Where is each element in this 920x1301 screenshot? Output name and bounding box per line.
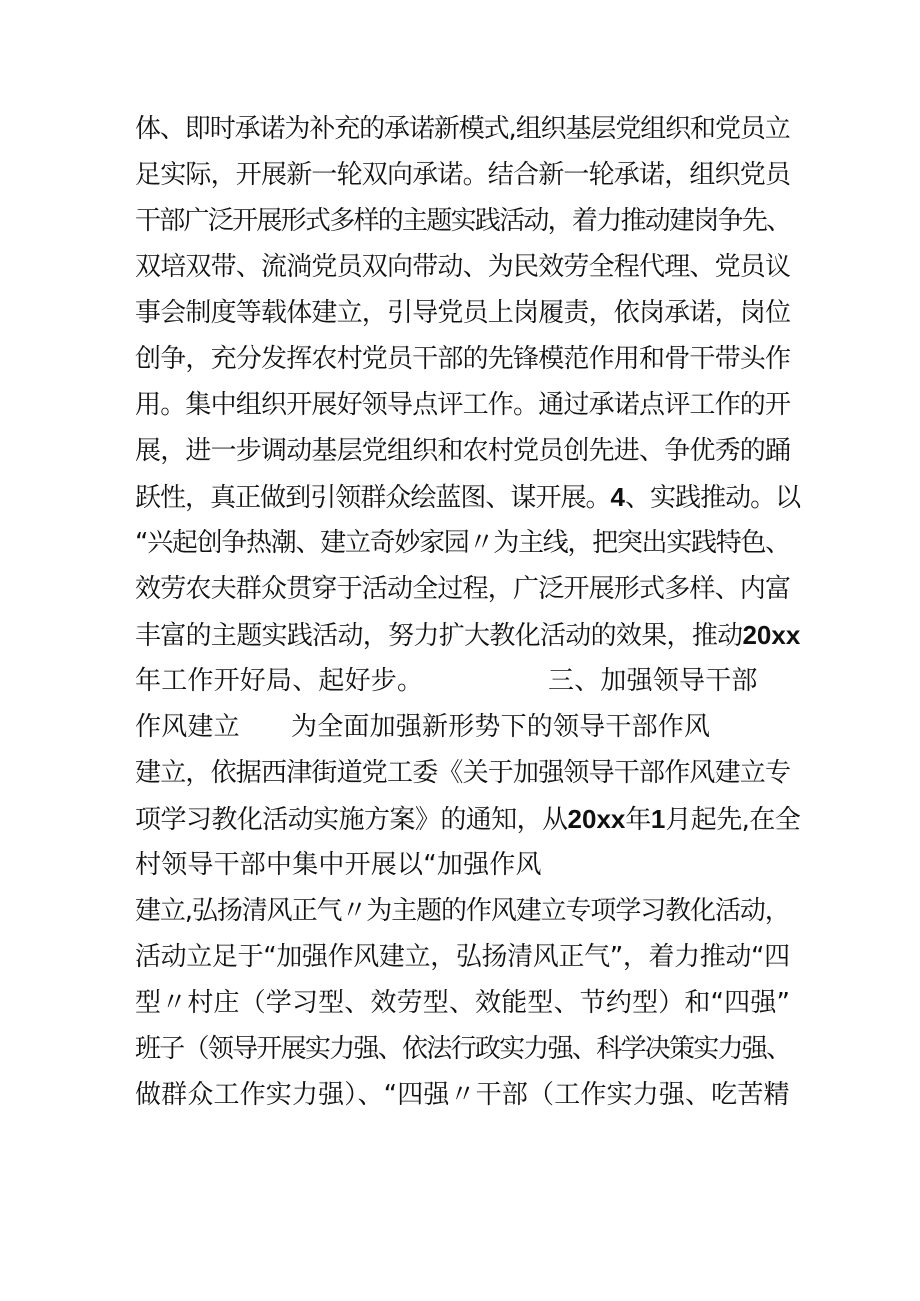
text-line-9 <box>135 474 800 520</box>
year-number: 20xx <box>742 620 801 650</box>
text-segment: 月起先,在全 <box>665 805 801 835</box>
text-line-11: 效劳农夫群众贯穿于活动全过程，广泛开展形式多样、内富 <box>135 574 791 604</box>
text-line-7: 用。集中组织开展好领导点评工作。通过承诺点评工作的开 <box>135 390 791 420</box>
text-line-19: 活动立足于“加强作风建立，弘扬清风正气”，着力推动“四 <box>135 942 790 972</box>
text-line-4: 双培双带、流淌党员双向带动、为民效劳全程代理、党员议 <box>135 252 791 282</box>
text-line-17: 村领导干部中集中开展以“加强作风 <box>135 850 542 880</box>
text-line-3: 干部广泛开展形式多样的主题实践活动，着力推动建岗争先、 <box>135 206 791 236</box>
text-line-1: 体、即时承诺为补充的承诺新模式,组织基层党组织和党员立 <box>135 114 790 144</box>
text-line-22: 做群众工作实力强）、“四强〃干部（工作实力强、吃苦精 <box>135 1080 790 1110</box>
text-segment: 丰富的主题实践活动，努力扩大教化活动的效果，推动 <box>135 621 743 651</box>
text-line-5: 事会制度等载体建立，引导党员上岗履责，依岗承诺，岗位 <box>135 298 791 328</box>
text-segment: 项学习教化活动实施方案》的通知，从 <box>135 805 568 835</box>
text-line-13 <box>135 658 775 704</box>
text-line-16 <box>135 796 800 842</box>
text-line-10: “兴起创争热潮、建立奇妙家园〃为主线，把突出实践特色、 <box>135 528 790 558</box>
text-segment: 跃性，真正做到引领群众绘蓝图、谋开展。 <box>135 483 611 513</box>
text-line-2: 足实际，开展新一轮双向承诺。结合新一轮承诺，组织党员 <box>135 160 791 190</box>
text-segment: 为全面加强新形势下的领导干部作风 <box>291 712 711 742</box>
text-line-14 <box>135 704 755 750</box>
text-line-18: 建立,弘扬清风正气〃为主题的作风建立专项学习教化活动， <box>135 896 790 926</box>
year-number: 20xx <box>567 804 626 834</box>
text-line-21: 班子（领导开展实力强、依法行政实力强、科学决策实力强、 <box>135 1034 791 1064</box>
section-heading: 三、加强领导干部 <box>548 666 758 696</box>
list-number: 4 <box>610 482 626 512</box>
text-line-6: 创争，充分发挥农村党员干部的先锋模范作用和骨干带头作 <box>135 344 791 374</box>
text-line-12 <box>135 612 800 658</box>
month-number: 1 <box>650 804 666 834</box>
text-line-20: 型〃村庄（学习型、效劳型、效能型、节约型）和“四强” <box>135 988 791 1018</box>
text-line-8: 展，进一步调动基层党组织和农村党员创先进、争优秀的踊 <box>135 436 791 466</box>
text-segment: 年 <box>625 805 651 835</box>
section-heading-cont: 作风建立 <box>135 712 240 742</box>
text-segment: 年工作开好局、起好步。 <box>135 666 424 696</box>
text-segment: 、实践推动。以 <box>625 483 801 513</box>
text-line-15: 建立，依据西津街道党工委《关于加强领导干部作风建立专 <box>135 758 791 788</box>
